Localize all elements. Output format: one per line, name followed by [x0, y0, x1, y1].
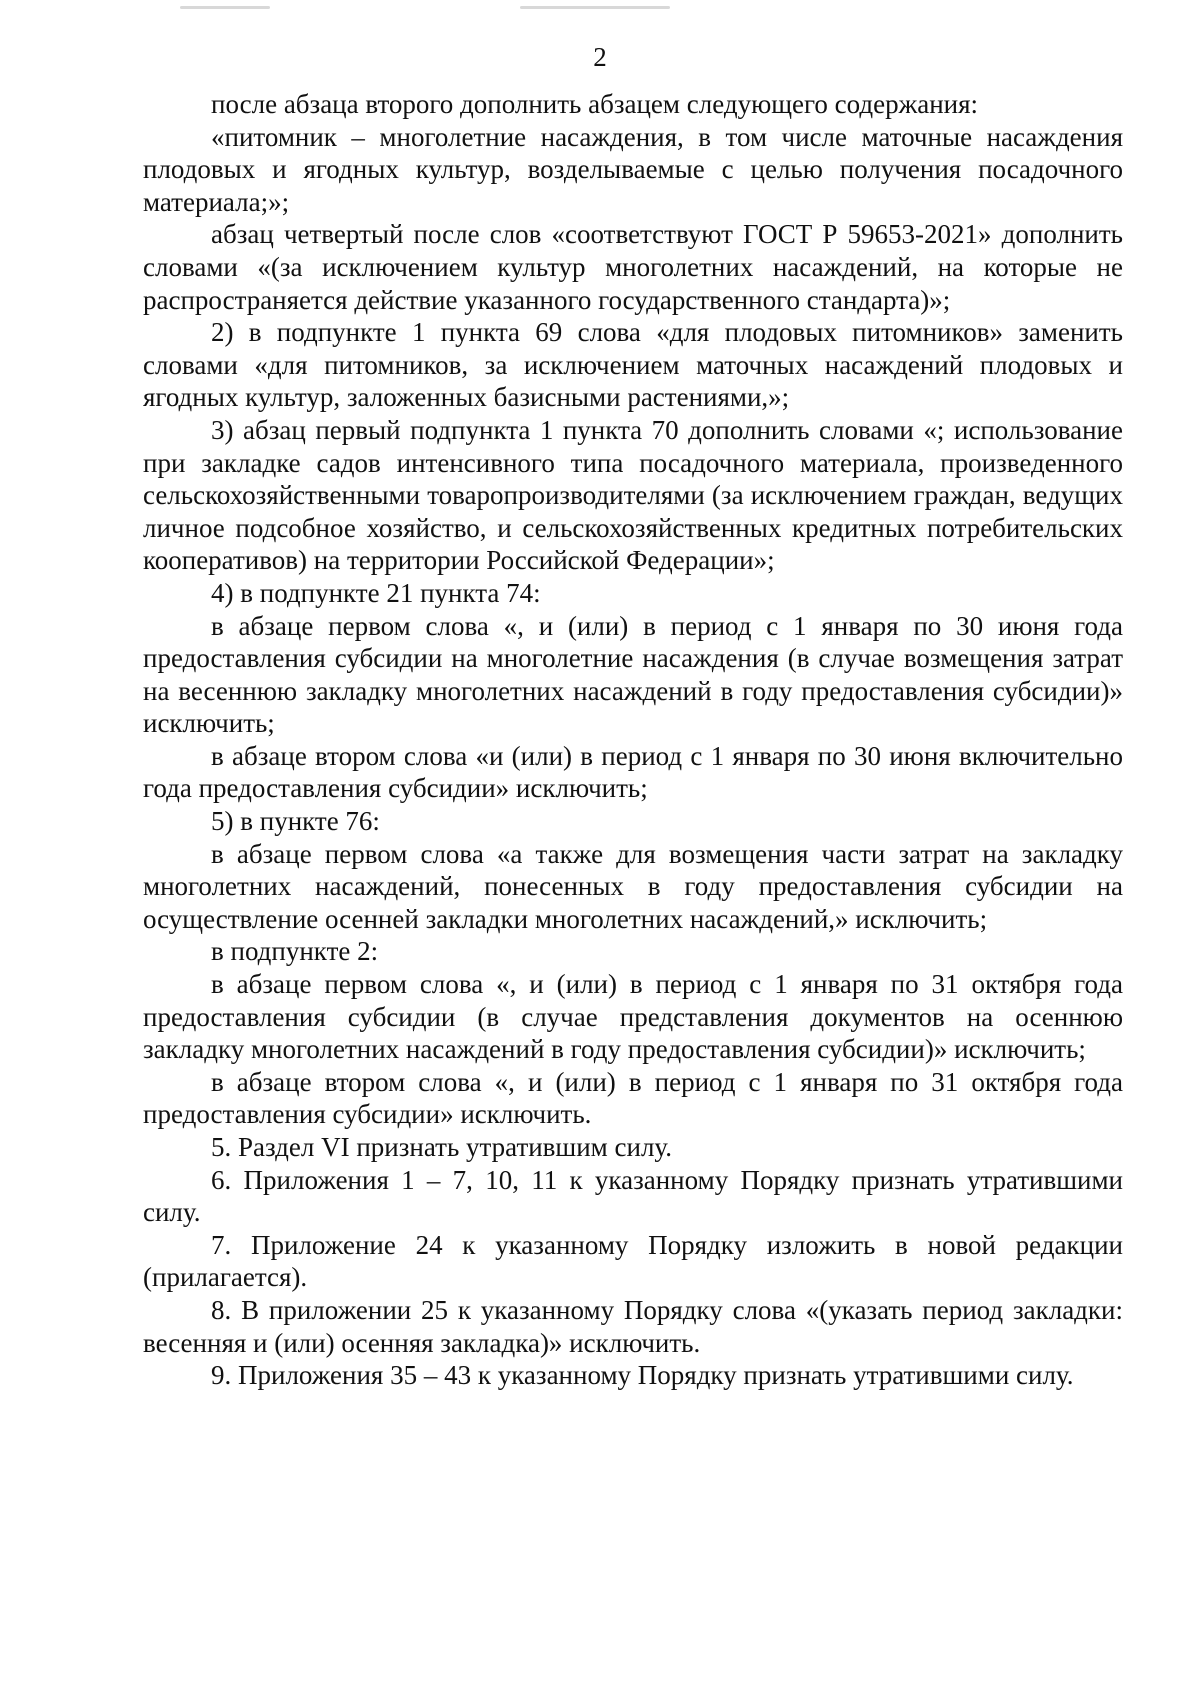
paragraph: 5) в пункте 76:: [211, 806, 380, 837]
paragraph: в абзаце втором слова «, и (или) в период с 1 января по 31 октября года предоставления субсидии» исключить.: [143, 1066, 1123, 1130]
scan-artifact: [180, 6, 270, 9]
paragraph: в абзаце первом слова «а также для возмещения части затрат на закладку многолетних насаждений, понесенных в году предоставления субсидии на осуществление осенней закладки многолетних насаждений,» исключить;: [143, 838, 1123, 934]
paragraph: в абзаце втором слова «и (или) в период с 1 января по 30 июня включительно года предоставления субсидии» исключить;: [143, 740, 1123, 804]
paragraph: 5. Раздел VI признать утратившим силу.: [211, 1132, 672, 1162]
paragraph: 9. Приложения 35 – 43 к указанному Порядку признать утратившими силу.: [211, 1360, 1074, 1391]
paragraph: после абзаца второго дополнить абзацем следующего содержания:: [211, 89, 979, 119]
paragraph: в подпункте 2:: [211, 936, 379, 967]
paragraph: 4) в подпункте 21 пункта 74:: [211, 577, 541, 608]
paragraph: «питомник – многолетние насаждения, в том числе маточные насаждения плодовых и ягодных культур, возделываемые с целью получения посадочного материала;»;: [143, 121, 1123, 217]
paragraph: абзац четвертый после слов «соответствуют ГОСТ Р 59653-2021» дополнить словами «(за исключением культур многолетних насаждений, на которые не распространяется действие указанного государственного стандарта)»;: [143, 219, 1123, 315]
paragraph: 8. В приложении 25 к указанному Порядку слова «(указать период закладки: весенняя и (или) осенняя закладка)» исключить.: [143, 1294, 1123, 1358]
paragraph: 7. Приложение 24 к указанному Порядку изложить в новой редакции (прилагается).: [143, 1229, 1123, 1293]
scan-artifact: [520, 6, 670, 9]
paragraph: 3) абзац первый подпункта 1 пункта 70 дополнить словами «; использование при закладке садов интенсивного типа посадочного материала, произведенного сельскохозяйственными товаропроизводителями (за исключением граждан, ведущих личное подсобное хозяйство, и сельскохозяйственных кредитных потребительских кооперативов) на территории Российской Федерации»;: [143, 414, 1123, 576]
paragraph: в абзаце первом слова «, и (или) в период с 1 января по 30 июня года предоставления субсидии на многолетние насаждения (в случае возмещения затрат на весеннюю закладку многолетних насаждений в году предоставления субсидии)» исключить;: [143, 610, 1123, 739]
paragraph: 2) в подпункте 1 пункта 69 слова «для плодовых питомников» заменить словами «для питомников, за исключением маточных насаждений плодовых и ягодных культур, заложенных базисными растениями,»;: [143, 317, 1123, 413]
document-body: [143, 88, 1123, 1392]
paragraph: в абзаце первом слова «, и (или) в период с 1 января по 31 октября года предоставления субсидии (в случае представления документов на осеннюю закладку многолетних насаждений в году предоставления субсидии)» исключить;: [143, 969, 1123, 1065]
page-number: 2: [593, 42, 607, 72]
paragraph: 6. Приложения 1 – 7, 10, 11 к указанному Порядку признать утратившими силу.: [143, 1164, 1123, 1228]
